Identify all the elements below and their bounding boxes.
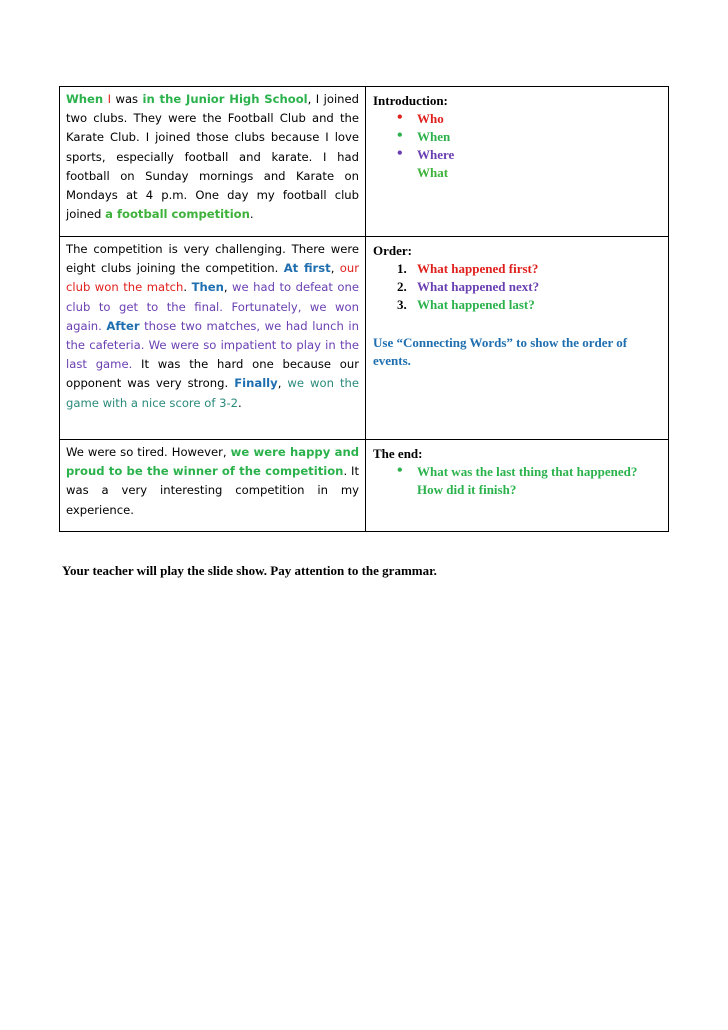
list-item <box>397 296 662 314</box>
list-item-text: What happened last? <box>417 297 535 312</box>
teacher-instruction: Your teacher will play the slide show. Pay attention to the grammar. <box>62 563 437 578</box>
list-item-text: What happened next? <box>417 279 540 294</box>
story-text: At first <box>283 261 331 276</box>
story-cell-end <box>60 440 366 532</box>
story-text: I <box>107 92 112 106</box>
story-text: Then <box>191 280 224 295</box>
order-list <box>373 260 662 314</box>
story-cell-order <box>60 237 366 440</box>
table-row <box>60 440 669 532</box>
guide-cell-introduction <box>366 87 669 237</box>
end-list <box>373 463 662 499</box>
story-text: When <box>66 92 104 106</box>
guide-cell-order <box>366 237 669 440</box>
list-number: 1. <box>397 261 407 276</box>
list-item <box>397 278 662 296</box>
list-item: • Where <box>417 146 662 164</box>
list-number: 3. <box>397 297 407 312</box>
story-text: in the Junior High School <box>142 92 308 106</box>
order-guide <box>373 242 662 370</box>
story-text: , <box>223 280 228 295</box>
story-text: Finally <box>234 376 278 391</box>
story-text: . <box>249 207 254 222</box>
story-text: The competition is very challenging. There were eight clubs joining the competition. <box>66 242 359 276</box>
story-text: It was a very interesting competition in my experience. <box>66 464 359 517</box>
introduction-guide <box>373 92 662 182</box>
story-cell-introduction <box>60 87 366 237</box>
story-text: we were happy and proud to be the winner of the competition <box>66 445 359 479</box>
story-paragraph-introduction <box>66 90 359 224</box>
story-text: . <box>343 464 348 479</box>
story-text: our club won the match <box>66 261 360 295</box>
list-item: • What was the last thing that happened? How did it finish? <box>417 463 662 499</box>
story-text: we had to defeat one club to get to the final. Fortunately, we won again. <box>66 280 360 333</box>
story-text: a football competition <box>105 207 250 222</box>
story-paragraph-order <box>66 240 359 413</box>
introduction-heading: Introduction: <box>373 93 448 108</box>
list-item-text: What happened first? <box>417 261 539 276</box>
story-paragraph-end <box>66 443 359 520</box>
story-text: . <box>238 395 242 410</box>
connecting-words-note: Use “Connecting Words” to show the order of events. <box>373 335 628 368</box>
list-item: What <box>417 165 449 180</box>
order-heading: Order: <box>373 243 412 258</box>
story-text: It was the hard one because our opponent was very strong. <box>66 357 359 391</box>
introduction-list <box>373 110 662 182</box>
story-text: , <box>330 261 335 276</box>
list-item: • Who <box>417 110 662 128</box>
story-text: we won the game with a nice score of 3-2 <box>66 376 360 410</box>
list-number: 2. <box>397 279 407 294</box>
table-row <box>60 87 669 237</box>
story-text: We were so tired. However, <box>66 445 227 459</box>
story-text: , I joined two clubs. They were the Football Club and the Karate Club. I joined those clubs because I love sports, especially football and karate. I had football on Sunday mornings and Karate on Mondays at 4 p.m. One day my football club joined <box>66 92 360 222</box>
story-text: After <box>106 318 140 333</box>
story-text: those two matches, we had lunch in the cafeteria. We were so impatient to play in the last game. <box>66 318 359 372</box>
list-item: • When <box>417 128 662 146</box>
writing-guide-table <box>59 86 669 532</box>
guide-cell-end <box>366 440 669 532</box>
list-item <box>397 260 662 278</box>
end-heading: The end: <box>373 446 423 461</box>
story-text: , <box>277 376 282 391</box>
story-text: . <box>183 280 188 295</box>
story-text: was <box>115 92 139 106</box>
table-row <box>60 237 669 440</box>
end-guide <box>373 445 662 499</box>
